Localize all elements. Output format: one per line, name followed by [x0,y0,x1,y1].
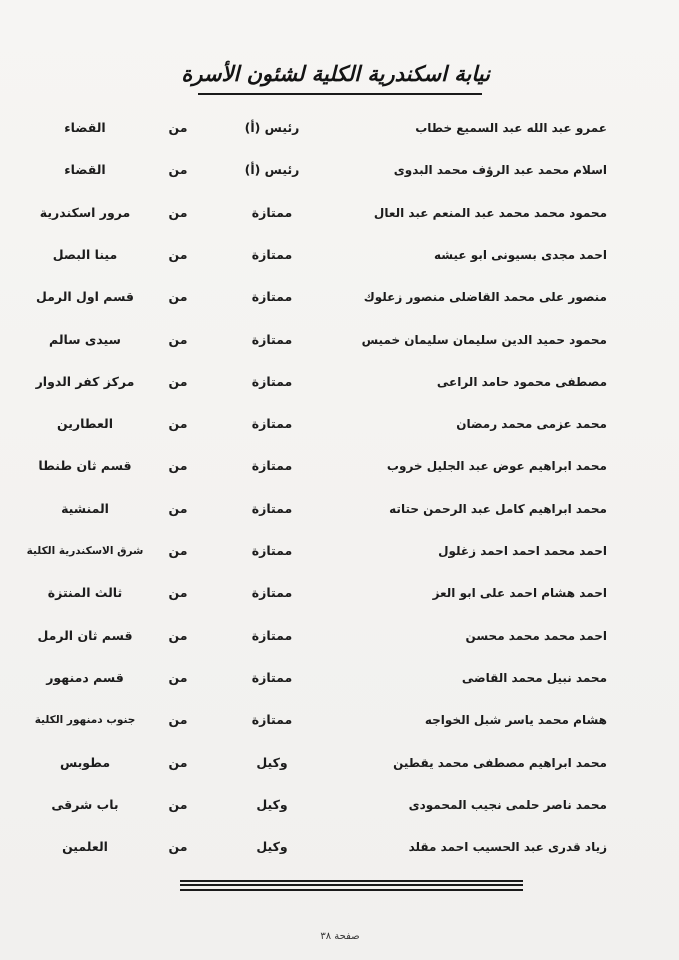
grade-label: وكيل [256,796,288,812]
list-item [0,578,679,608]
origin-place: سيدى سالم [49,331,121,347]
list-item [0,536,679,566]
origin-place: قسم ثان طنطا [38,458,132,474]
from-label: من [168,458,188,474]
grade-label: رئيس (أ) [244,162,300,178]
origin-place: مركز كفر الدوار [35,373,135,389]
grade-label: ممتازة [251,458,293,474]
person-name: محمد ناصر حلمى نجيب المحمودى [408,797,607,812]
person-name: احمد هشام احمد على ابو العز [432,586,607,601]
origin-place: قسم ثان الرمل [37,627,133,643]
from-label: من [168,543,188,558]
from-label: من [168,289,188,305]
person-name: محمد ابراهيم كامل عبد الرحمن حتاته [389,501,607,516]
list-item [0,155,679,185]
origin-place: باب شرقى [51,796,119,812]
list-item [0,240,679,270]
list-item [0,748,679,778]
grade-label: ممتازة [251,289,293,305]
person-name: مصطفى محمود حامد الراعى [436,374,607,389]
list-item [0,409,679,439]
from-label: من [168,500,188,516]
origin-place: مرور اسكندرية [39,204,131,220]
list-item [0,198,679,228]
origin-place: قسم دمنهور [46,669,124,685]
from-label: من [168,120,188,135]
from-label: من [168,669,188,685]
grade-label: ممتازة [251,627,293,643]
title-underline [198,93,482,95]
from-label: من [168,162,188,178]
from-label: من [168,373,188,389]
from-label: من [168,331,188,347]
from-label: من [168,585,188,601]
person-name: زياد قدرى عبد الحسيب احمد مقلد [408,840,607,855]
grade-label: وكيل [256,839,288,855]
grade-label: ممتازة [251,500,293,516]
person-name: محمد ابراهيم عوض عبد الجليل خروب [386,459,607,474]
list-item [0,790,679,820]
list-item [0,832,679,862]
person-name: محمود حميد الدين سليمان سليمان خميس [361,332,607,347]
person-name: محمد عزمى محمد رمضان [456,417,607,432]
grade-label: ممتازة [251,373,293,389]
footer-rule-bottom [180,889,523,891]
list-item [0,705,679,735]
grade-label: وكيل [256,754,288,770]
from-label: من [168,204,188,220]
person-name: احمد محمد احمد احمد زغلول [438,544,607,558]
from-label: من [168,627,188,643]
grade-label: ممتازة [251,331,293,347]
grade-label: ممتازة [251,669,293,685]
person-name: هشام محمد ياسر شبل الخواجه [424,713,607,728]
list-item [0,367,679,397]
person-name: محمد ابراهيم مصطفى محمد يقطين [393,755,607,770]
origin-place: شرق الاسكندرية الكلية [26,545,144,557]
from-label: من [168,416,188,432]
list-item [0,451,679,481]
grade-label: ممتازة [251,712,293,728]
person-name: عمرو عبد الله عبد السميع خطاب [415,121,607,135]
person-name: محمد نبيل محمد القاضى [461,670,607,685]
origin-place: المنشية [61,500,109,516]
from-label: من [168,796,188,812]
list-item [0,113,679,143]
origin-place: القضاء [64,162,106,178]
origin-place: قسم اول الرمل [36,289,134,305]
from-label: من [168,246,188,262]
grade-label: ممتازة [251,204,293,220]
footer-rule-top [180,880,523,882]
origin-place: مينا البصل [52,246,118,262]
grade-label: ممتازة [251,585,293,601]
grade-label: ممتازة [251,246,293,262]
grade-label: ممتازة [251,543,293,558]
list-item [0,621,679,651]
person-name: اسلام محمد عبد الرؤف محمد البدوى [393,163,607,178]
list-item [0,663,679,693]
origin-place: العطارين [56,416,114,432]
from-label: من [168,712,188,728]
origin-place: العلمين [62,839,108,855]
origin-place: ثالث المنتزة [47,585,123,601]
page-number: صفحة ٣٨ [320,931,360,942]
person-name: احمد محمد محمد محسن [465,628,607,643]
footer-rule-middle [180,884,523,886]
list-item [0,325,679,355]
origin-place: القضاء [64,120,106,135]
list-item [0,282,679,312]
list-item [0,494,679,524]
from-label: من [168,754,188,770]
from-label: من [168,839,188,855]
grade-label: رئيس (أ) [244,120,300,135]
grade-label: ممتازة [251,416,293,432]
document-title: نيابة اسكندرية الكلية لشئون الأسرة [181,62,490,86]
origin-place: جنوب دمنهور الكلية [34,714,136,727]
person-name: محمود محمد محمد عبد المنعم عبد العال [373,205,607,220]
person-name: احمد مجدى بسيونى ابو عيشه [434,247,607,262]
origin-place: مطوبس [59,754,111,770]
person-name: منصور على محمد القاضلى منصور زعلوك [363,290,607,305]
